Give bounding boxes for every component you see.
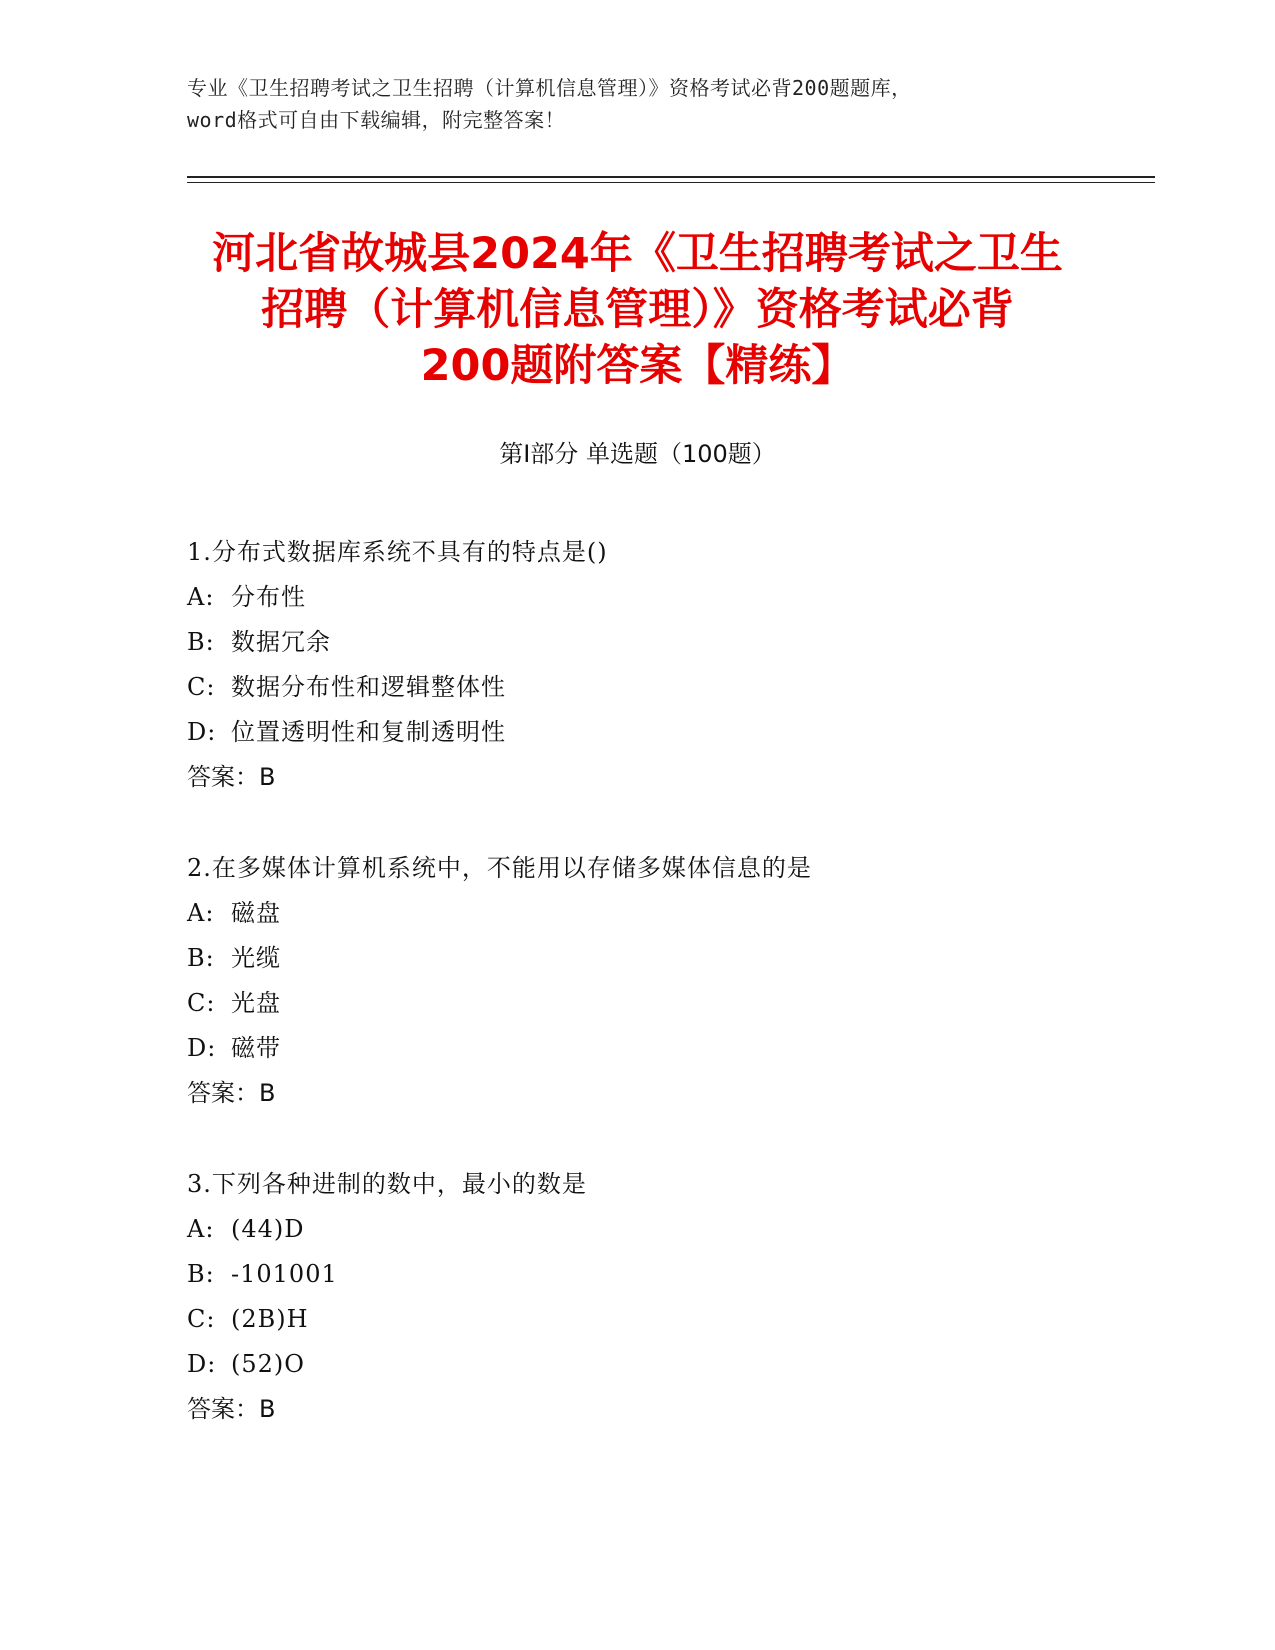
question-stem: 3.下列各种进制的数中，最小的数是 [187, 1170, 587, 1198]
option-text: 分布性 [231, 583, 306, 611]
header-note-line-1: 专业《卫生招聘考试之卫生招聘（计算机信息管理）》资格考试必背200题题库， [187, 76, 912, 100]
option-text: 光盘 [231, 989, 281, 1017]
header-note-line-2: word格式可自由下载编辑，附完整答案！ [187, 108, 566, 132]
option-key: B: [187, 628, 215, 656]
header-divider-thin [187, 182, 1155, 183]
option-key: A: [187, 1215, 215, 1243]
option-text: 数据冗余 [231, 628, 331, 656]
question-stem: 2.在多媒体计算机系统中，不能用以存储多媒体信息的是 [187, 854, 812, 882]
question-stem: 1.分布式数据库系统不具有的特点是() [187, 538, 608, 566]
question-3 [187, 1162, 1137, 1432]
option-a [187, 1207, 1137, 1252]
option-d [187, 1026, 1137, 1071]
question-2 [187, 846, 1137, 1116]
document-title-line-2: 招聘（计算机信息管理）》资格考试必背 [261, 285, 1014, 335]
option-text: 光缆 [231, 944, 281, 972]
option-key: D: [187, 1034, 217, 1062]
option-a [187, 891, 1137, 936]
answer-line: 答案：B [187, 1395, 276, 1423]
option-c [187, 1297, 1137, 1342]
option-text: (52)O [231, 1350, 305, 1378]
question-1 [187, 530, 1137, 800]
option-b [187, 620, 1137, 665]
option-key: A: [187, 583, 215, 611]
document-title [150, 226, 1125, 394]
option-d [187, 710, 1137, 755]
question-list [187, 530, 1137, 1478]
option-text: 数据分布性和逻辑整体性 [231, 673, 506, 701]
option-key: D: [187, 718, 217, 746]
option-b [187, 936, 1137, 981]
answer-line: 答案：B [187, 763, 276, 791]
option-c [187, 981, 1137, 1026]
document-title-line-1: 河北省故城县2024年《卫生招聘考试之卫生 [212, 229, 1063, 279]
section-heading: 第Ⅰ部分 单选题（100题） [499, 440, 776, 468]
option-c [187, 665, 1137, 710]
header-divider-thick [187, 176, 1155, 178]
option-key: B: [187, 1260, 215, 1288]
option-d [187, 1342, 1137, 1387]
option-b [187, 1252, 1137, 1297]
option-text: (44)D [231, 1215, 305, 1243]
option-key: C: [187, 989, 216, 1017]
answer-line: 答案：B [187, 1079, 276, 1107]
option-text: (2B)H [231, 1305, 309, 1333]
option-key: C: [187, 1305, 216, 1333]
option-key: A: [187, 899, 215, 927]
option-key: D: [187, 1350, 217, 1378]
option-text: 位置透明性和复制透明性 [231, 718, 506, 746]
option-text: -101001 [231, 1260, 338, 1288]
option-text: 磁带 [231, 1034, 281, 1062]
option-a [187, 575, 1137, 620]
option-key: C: [187, 673, 216, 701]
option-text: 磁盘 [231, 899, 281, 927]
option-key: B: [187, 944, 215, 972]
header-note [187, 72, 1087, 136]
document-title-line-3: 200题附答案【精练】 [420, 341, 855, 391]
